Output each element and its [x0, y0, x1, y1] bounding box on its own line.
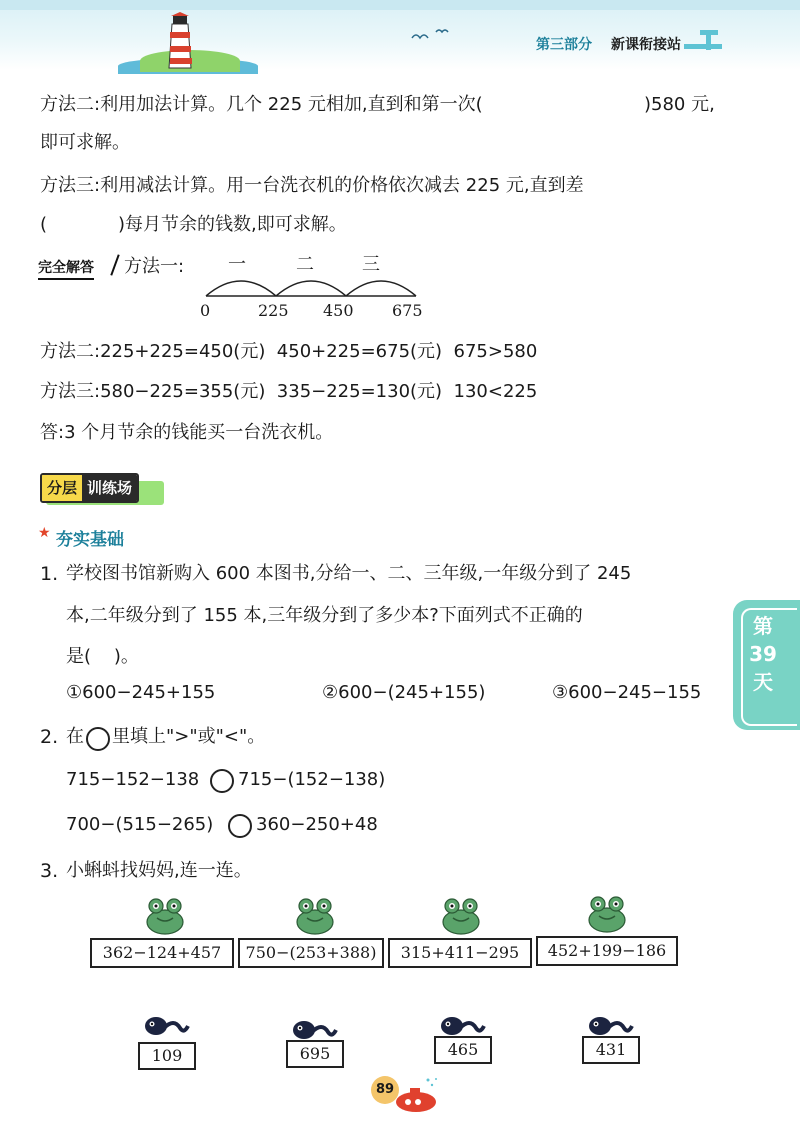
- page-number: 89: [371, 1076, 399, 1104]
- method3-line2-end: )每月节余的钱数,即可求解。: [118, 214, 347, 235]
- q3-prompt: 小蝌蚪找妈妈,连一连。: [66, 860, 252, 881]
- tadpole-value[interactable]: 465: [434, 1036, 492, 1064]
- arc-label: 一: [228, 254, 246, 275]
- arc-label: 二: [296, 254, 314, 275]
- method3-line2-start: (: [40, 214, 48, 235]
- frog-icon: [582, 894, 632, 934]
- sub-title: 夯实基础: [56, 530, 124, 550]
- day-tab: [733, 600, 800, 730]
- badge-decoration: [110, 254, 119, 275]
- method3-solution: 方法三:580−225=355(元) 335−225=130(元) 130<225: [40, 381, 538, 402]
- day-tab-number: 39: [749, 642, 777, 666]
- q1-line1: 学校图书馆新购入 600 本图书,分给一、二、三年级,一年级分到了 245: [66, 563, 632, 584]
- circle-blank: [86, 727, 110, 751]
- q2-row2-right: 360−250+48: [256, 814, 378, 835]
- q2-prompt-start: 在: [66, 726, 84, 747]
- tadpole-value[interactable]: 109: [138, 1042, 196, 1070]
- bird-icon: [410, 26, 450, 46]
- tadpole-value[interactable]: 431: [582, 1036, 640, 1064]
- frog-row: [90, 938, 680, 968]
- frog-expression[interactable]: 452+199−186: [536, 936, 678, 966]
- q2-row1-right: 715−(152−138): [238, 769, 386, 790]
- method2-line1-start: 方法二:利用加法计算。几个 225 元相加,直到和第一次(: [40, 94, 483, 115]
- q1-line3: 是( )。: [66, 646, 139, 667]
- frog-expression[interactable]: 315+411−295: [388, 938, 532, 968]
- frog-expression[interactable]: 362−124+457: [90, 938, 234, 968]
- section-badge-part1: 分层: [42, 475, 82, 501]
- header-decoration: [706, 30, 711, 50]
- method2-line2: 即可求解。: [40, 132, 130, 153]
- solution-badge: 完全解答: [38, 257, 94, 280]
- method3-line1: 方法三:利用减法计算。用一台洗衣机的价格依次减去 225 元,直到差: [40, 175, 584, 196]
- q1-option: ②600−(245+155): [322, 682, 486, 703]
- q2-row1-left: 715−152−138: [66, 769, 200, 790]
- day-tab-line1: 第: [753, 614, 773, 638]
- lighthouse-icon: [160, 12, 200, 70]
- frog-icon: [140, 896, 190, 936]
- axis-tick: 450: [323, 301, 354, 320]
- frog-icon: [290, 896, 340, 936]
- q1-option: ①600−245+155: [66, 682, 216, 703]
- section-badge-part2: 训练场: [82, 475, 137, 501]
- solution-answer: 答:3 个月节余的钱能买一台洗衣机。: [40, 422, 334, 443]
- q2-row2-left: 700−(515−265): [66, 814, 214, 835]
- q1-option: ③600−245−155: [552, 682, 702, 703]
- method2-line1-end: )580 元,: [644, 94, 715, 115]
- header-decoration: [684, 44, 722, 49]
- q1-number: 1.: [40, 563, 59, 585]
- axis-tick: 0: [200, 301, 211, 320]
- q3-number: 3.: [40, 860, 59, 882]
- section-badge: [40, 473, 139, 503]
- q1-line2: 本,二年级分到了 155 本,三年级分到了多少本?下面列式不正确的: [66, 605, 583, 626]
- axis-tick: 225: [258, 301, 289, 320]
- method1-label: 方法一:: [124, 256, 185, 277]
- tadpole-icon: [142, 1012, 190, 1040]
- circle-blank[interactable]: [210, 769, 234, 793]
- star-icon: ★: [38, 525, 51, 541]
- frog-icon: [436, 896, 486, 936]
- section-label: 第三部分: [536, 37, 592, 53]
- method2-solution: 方法二:225+225=450(元) 450+225=675(元) 675>580: [40, 341, 538, 362]
- arc-label: 三: [362, 254, 380, 275]
- q2-prompt-end: 里填上">"或"<"。: [112, 726, 266, 747]
- day-tab-line3: 天: [753, 670, 773, 694]
- submarine-icon: [392, 1076, 442, 1116]
- q2-number: 2.: [40, 726, 59, 748]
- series-label: 新课衔接站: [611, 37, 681, 53]
- axis-tick: 675: [392, 301, 423, 320]
- circle-blank[interactable]: [228, 814, 252, 838]
- tadpole-value[interactable]: 695: [286, 1040, 344, 1068]
- frog-expression[interactable]: 750−(253+388): [238, 938, 384, 968]
